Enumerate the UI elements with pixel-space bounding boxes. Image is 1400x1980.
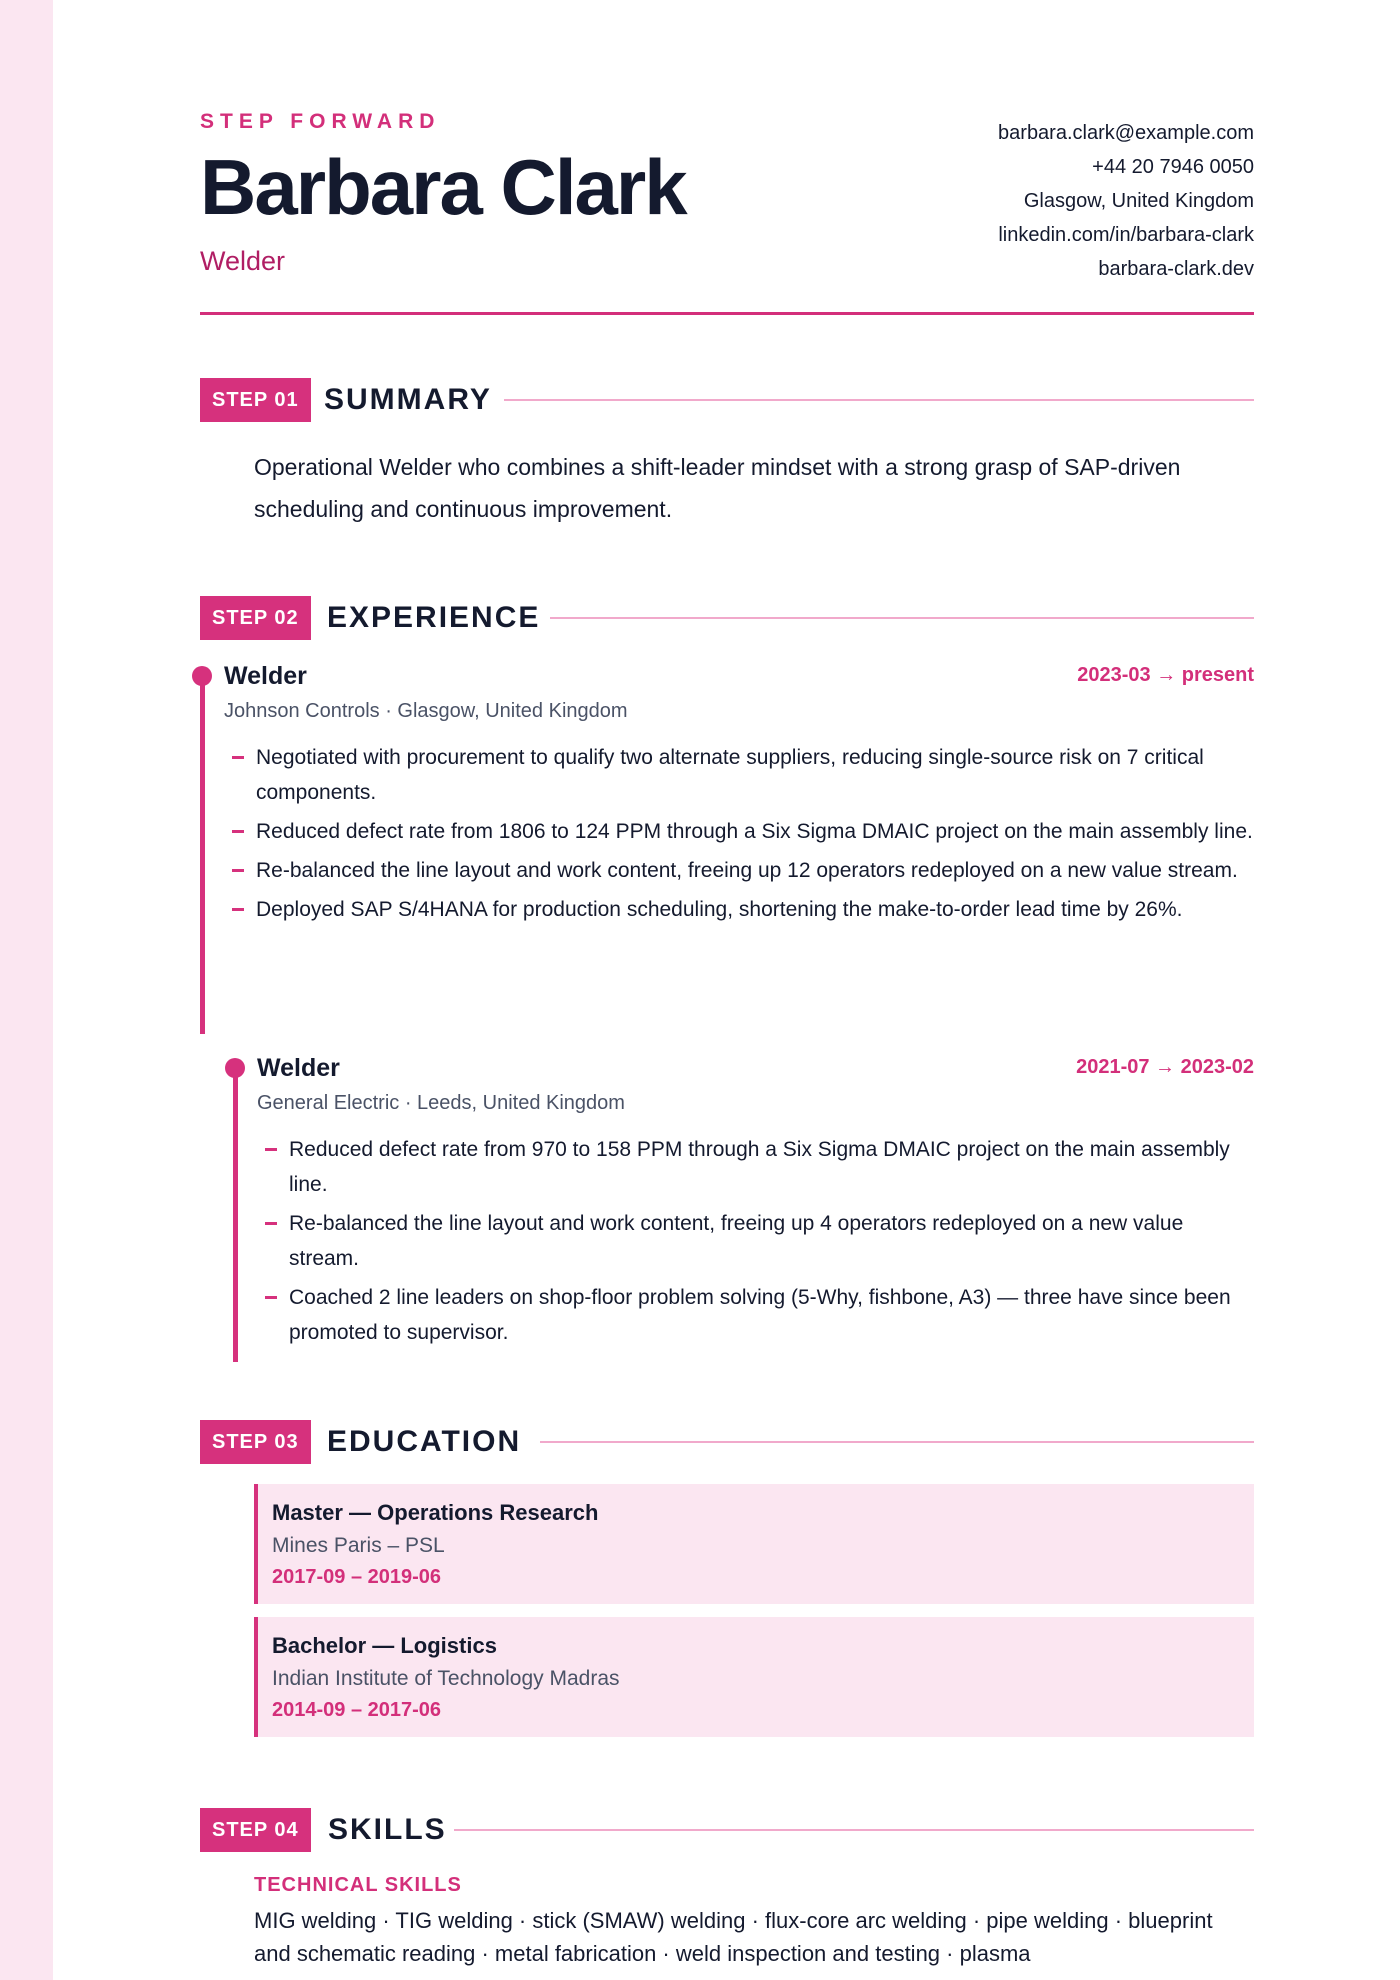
degree-title: Bachelor — Logistics xyxy=(272,1633,497,1658)
education-dates: 2017-09 – 2019-06 xyxy=(272,1566,442,1588)
job-company: General Electric · Leeds, United Kingdom xyxy=(257,1092,625,1114)
job-dates: 2023-03 → present xyxy=(1077,664,1254,686)
dash-icon xyxy=(232,869,244,872)
candidate-role: Welder xyxy=(200,246,286,276)
section-summary-heading xyxy=(200,378,1254,422)
list-item: Re-balanced the line layout and work content, freeing up 4 operators redeployed on a new value stream. xyxy=(289,1206,1244,1276)
job-bullets xyxy=(256,740,1254,931)
school-name: Indian Institute of Technology Madras xyxy=(272,1667,620,1690)
tagline: STEP FORWARD xyxy=(200,110,441,133)
section-title: SKILLS xyxy=(328,1813,447,1846)
list-item: Reduced defect rate from 970 to 158 PPM through a Six Sigma DMAIC project on the main assembly line. xyxy=(289,1132,1244,1202)
degree-title: Master — Operations Research xyxy=(272,1500,599,1525)
education-dates: 2014-09 – 2017-06 xyxy=(272,1699,442,1721)
list-item: Reduced defect rate from 1806 to 124 PPM through a Six Sigma DMAIC project on the main assembly line. xyxy=(256,814,1254,849)
list-item: Re-balanced the line layout and work content, freeing up 12 operators redeployed on a new value stream. xyxy=(256,853,1254,888)
resume-header xyxy=(200,108,1254,315)
section-education-heading xyxy=(200,1420,1254,1464)
list-item: Deployed SAP S/4HANA for production scheduling, shortening the make-to-order lead time by 26%. xyxy=(256,892,1254,927)
job-title: Welder xyxy=(257,1054,340,1082)
timeline-dot xyxy=(225,1058,245,1078)
section-title: EDUCATION xyxy=(327,1425,522,1458)
contact-phone[interactable]: +44 20 7946 0050 xyxy=(1092,156,1254,178)
list-item: Coached 2 line leaders on shop-floor problem solving (5-Why, fishbone, A3) — three have since been promoted to supervisor. xyxy=(289,1280,1244,1350)
section-divider xyxy=(454,1829,1254,1831)
section-divider xyxy=(550,617,1254,619)
section-badge: STEP 02 xyxy=(200,596,311,640)
contact-linkedin[interactable]: linkedin.com/in/barbara-clark xyxy=(998,224,1254,246)
skills-list: MIG welding · TIG welding · stick (SMAW) welding · flux-core arc welding · pipe welding · blueprint and schematic reading · metal fabrication · weld inspection and testing · plasma xyxy=(254,1908,1213,1966)
experience-entry xyxy=(200,662,1254,1034)
section-badge: STEP 01 xyxy=(200,378,311,422)
dash-icon xyxy=(232,830,244,833)
summary-text: Operational Welder who combines a shift-leader mindset with a strong grasp of SAP-driven scheduling and continuous improvement. xyxy=(254,454,1181,522)
timeline-line xyxy=(200,676,205,1034)
section-skills-heading xyxy=(200,1808,1254,1852)
job-dates: 2021-07 → 2023-02 xyxy=(1076,1056,1254,1078)
education-entry xyxy=(254,1484,1254,1604)
dash-icon xyxy=(265,1296,277,1299)
education-entry xyxy=(254,1617,1254,1737)
section-badge: STEP 03 xyxy=(200,1420,311,1464)
contact-block xyxy=(998,116,1254,286)
skills-category-label: TECHNICAL SKILLS xyxy=(254,1874,462,1896)
job-bullets xyxy=(289,1132,1244,1354)
section-experience-heading xyxy=(200,596,1254,640)
section-divider xyxy=(540,1441,1254,1443)
timeline-dot xyxy=(192,666,212,686)
job-title: Welder xyxy=(224,662,307,690)
timeline-line xyxy=(233,1068,238,1362)
candidate-name: Barbara Clark xyxy=(200,143,686,231)
contact-location: Glasgow, United Kingdom xyxy=(1023,190,1254,212)
dash-icon xyxy=(265,1148,277,1151)
section-title: EXPERIENCE xyxy=(327,601,541,634)
left-accent-strip xyxy=(0,0,53,1980)
school-name: Mines Paris – PSL xyxy=(272,1534,445,1557)
section-title: SUMMARY xyxy=(324,383,492,416)
dash-icon xyxy=(232,908,244,911)
list-item: Negotiated with procurement to qualify two alternate suppliers, reducing single-source risk on 7 critical components. xyxy=(256,740,1254,810)
contact-website[interactable]: barbara-clark.dev xyxy=(1098,258,1254,280)
dash-icon xyxy=(232,756,244,759)
section-divider xyxy=(504,399,1254,401)
section-badge: STEP 04 xyxy=(200,1808,311,1852)
contact-email[interactable]: barbara.clark@example.com xyxy=(998,122,1254,144)
dash-icon xyxy=(265,1222,277,1225)
job-company: Johnson Controls · Glasgow, United Kingdom xyxy=(224,700,628,722)
experience-entry xyxy=(233,1054,1254,1354)
